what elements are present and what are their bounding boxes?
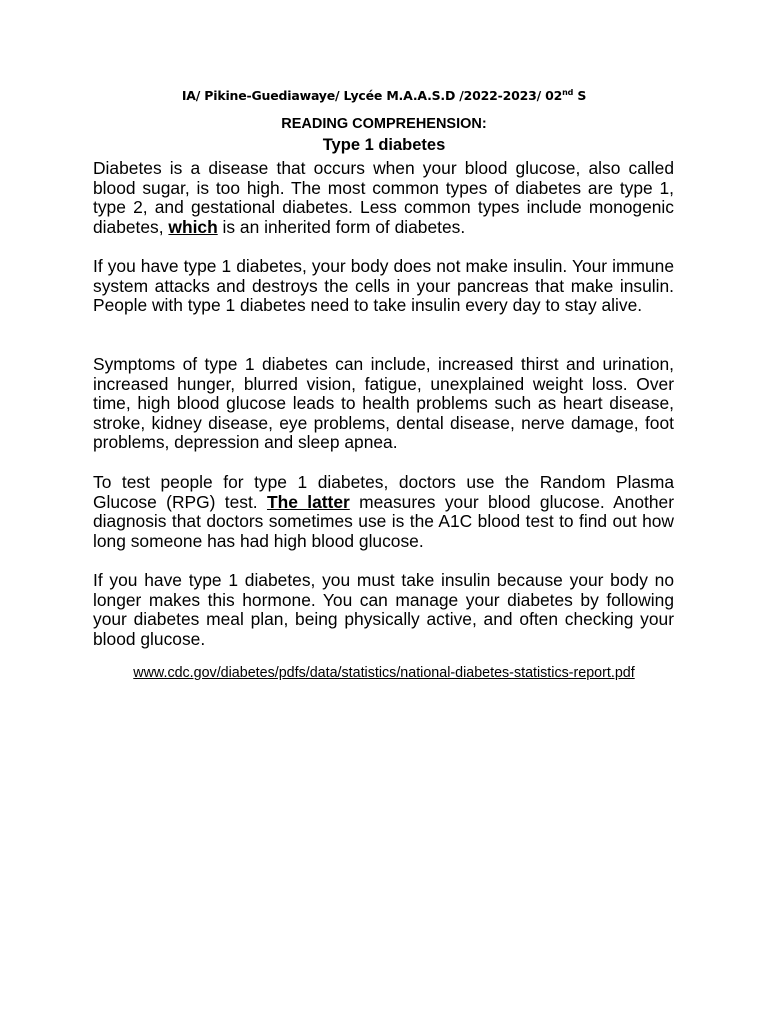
emphasized-word-which: which [168,216,218,237]
paragraph-4-text-after: measures your blood glucose. Another diagnosis that doctors sometimes use is the A1C blood test to find out how long someone has had high blood glucose. [93,491,674,551]
emphasized-phrase-the-latter: The latter [266,491,350,512]
source-link[interactable]: www.cdc.gov/diabetes/pdfs/data/statistics/national-diabetes-statistics-report.pdf [133,665,635,681]
paragraph-2: If you have type 1 diabetes, your body does not make insulin. Your immune system attacks and destroys the cells in your pancreas that make insulin. People with type 1 diabetes need to take insulin every day to stay alive. [93,256,674,315]
paragraph-4-text-before: To test people for type 1 diabetes, doctors use the Random Plasma Glucose (RPG) test. [93,472,674,512]
document-header [0,88,768,103]
paragraph-4 [93,473,674,551]
header-superscript: nd [562,88,574,97]
header-suffix: S [573,88,587,103]
paragraph-1-text-after: is an inherited form of diabetes. [217,216,466,237]
paragraph-1-text-before: Diabetes is a disease that occurs when your blood glucose, also called blood sugar, is too high. The most common types of diabetes are type 1, type 2, and gestational diabetes. Less common types include monogenic diabetes, [93,158,674,237]
document-title: Type 1 diabetes [322,136,446,154]
header-text: IA/ Pikine-Guediawaye/ Lycée M.A.A.S.D /2022-2023/ 02 [181,88,563,103]
paragraph-3: Symptoms of type 1 diabetes can include, increased thirst and urination, increased hunger, blurred vision, fatigue, unexplained weight loss. Over time, high blood glucose leads to health problems such as heart disease, stroke, kidney disease, eye problems, dental disease, nerve damage, foot problems, depression and sleep apnea. [93,354,674,452]
paragraph-5: If you have type 1 diabetes, you must take insulin because your body no longer makes this hormone. You can manage your diabetes by following your diabetes meal plan, being physically active, and often checking your blood glucose. [93,570,674,649]
paragraph-1 [93,159,674,237]
section-label: READING COMPREHENSION: [281,116,487,132]
